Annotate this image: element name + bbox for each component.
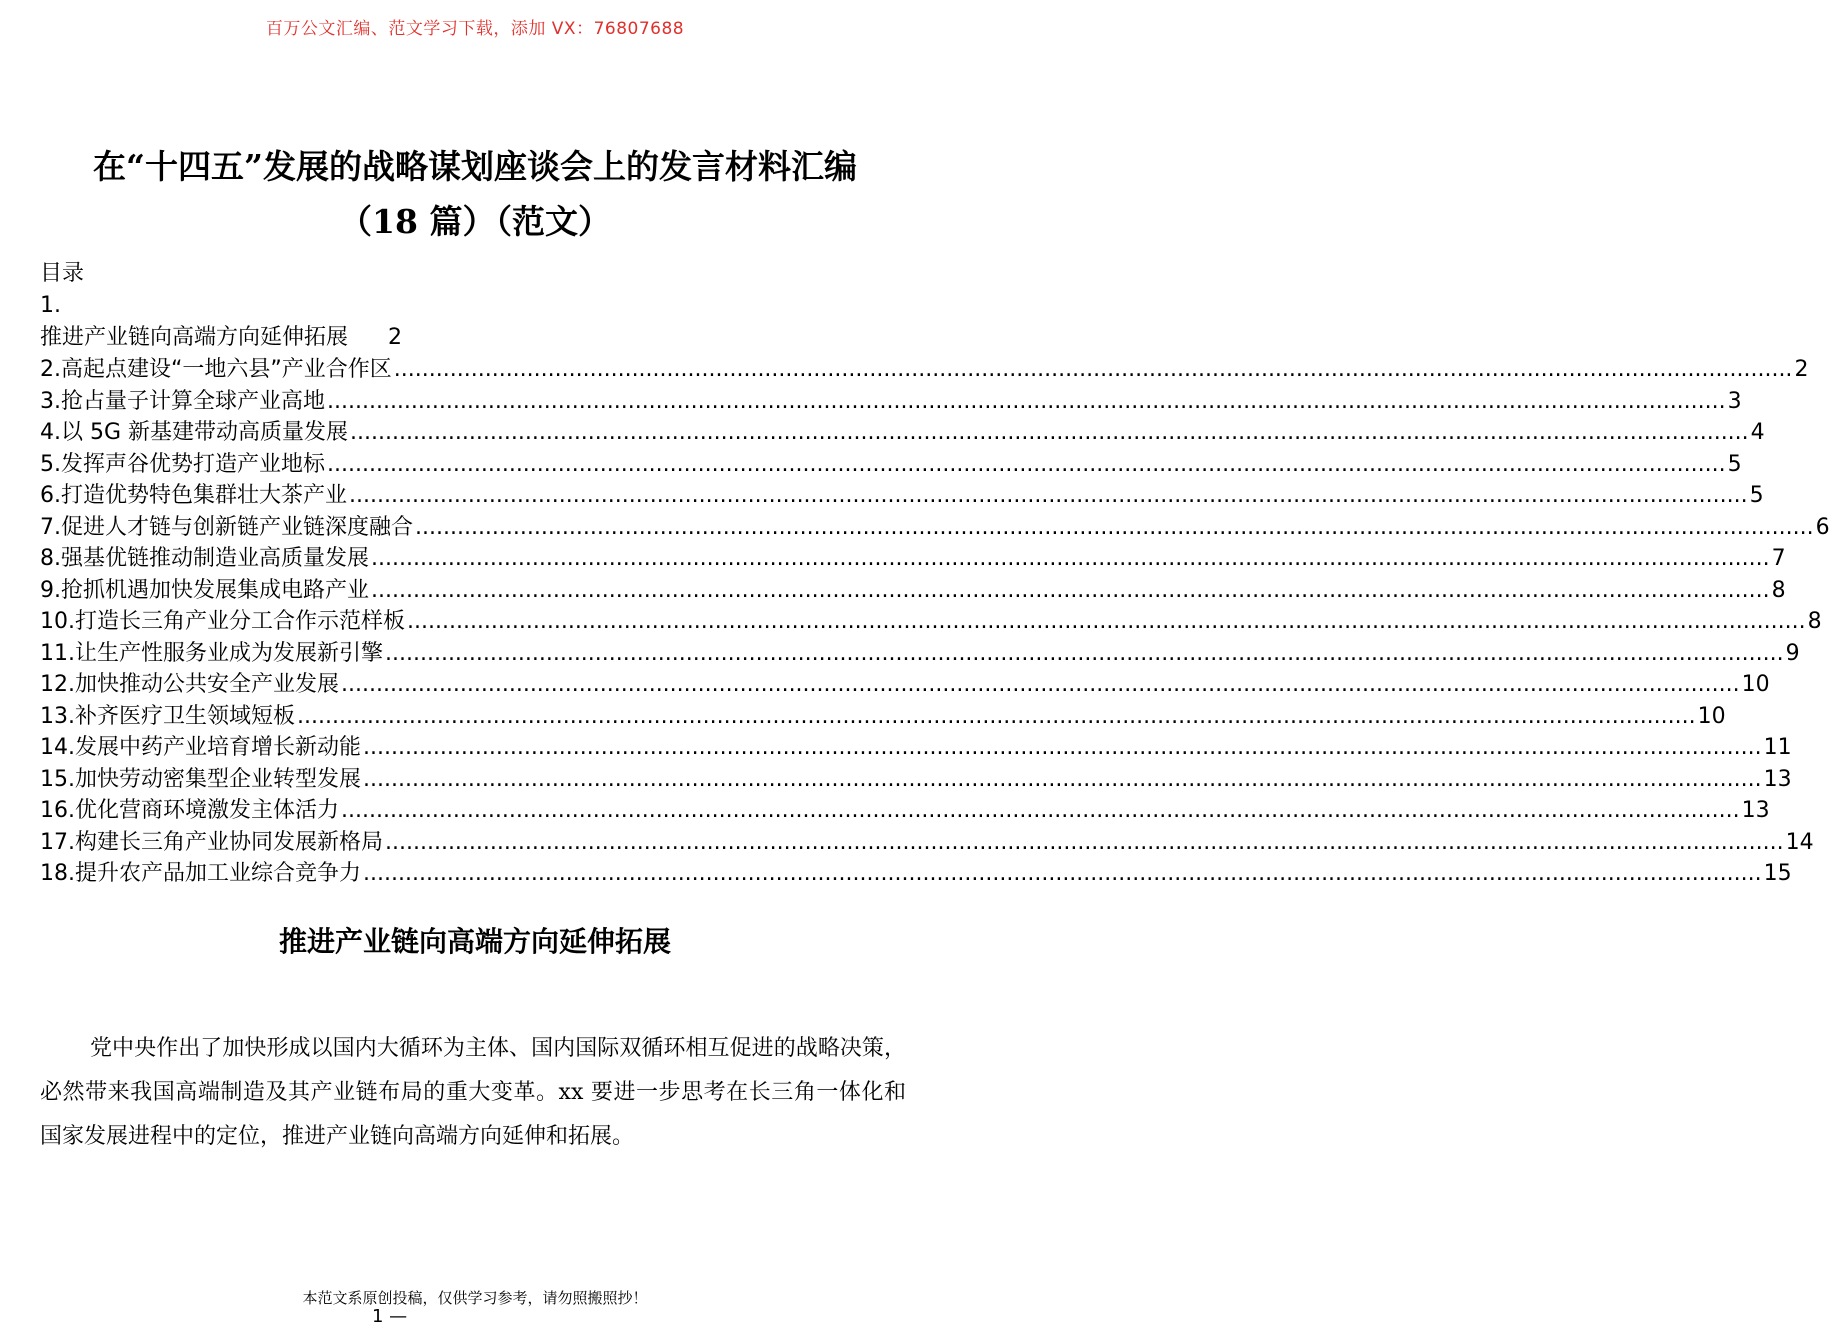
- document-title-line-1: 在“十四五”发展的战略谋划座谈会上的发言材料汇编: [93, 147, 857, 186]
- toc-entry-list: [40, 354, 1830, 890]
- toc-entry-page: 3: [1727, 388, 1742, 414]
- toc-first-title: 推进产业链向高端方向延伸拓展: [40, 325, 349, 350]
- toc-entry[interactable]: [40, 732, 1792, 764]
- toc-first-entry[interactable]: [40, 322, 906, 354]
- toc-dot-leader: ........................................................................................................................................................................................................: [341, 672, 1740, 697]
- toc-entry[interactable]: [40, 827, 1814, 859]
- toc-entry[interactable]: [40, 417, 1765, 449]
- toc-entry-page: 8: [1807, 609, 1822, 634]
- toc-entry-label: 13.补齐医疗卫生领域短板: [40, 703, 295, 729]
- toc-dot-leader: ........................................................................................................................................................................................................: [363, 735, 1762, 760]
- toc-dot-leader: ........................................................................................................................................................................................................: [385, 640, 1784, 666]
- toc-dot-leader: ........................................................................................................................................................................................................: [341, 798, 1740, 823]
- toc-entry-page: 2: [1794, 357, 1809, 382]
- toc-entry-label: 9.抢抓机遇加快发展集成电路产业: [40, 577, 369, 603]
- toc-entry-label: 4.以 5G 新基建带动高质量发展: [40, 420, 349, 445]
- toc-entry-label: 12.加快推动公共安全产业发展: [40, 672, 339, 697]
- toc-dot-leader: ........................................................................................................................................................................................................: [385, 829, 1784, 855]
- body-paragraph: 党中央作出了加快形成以国内大循环为主体、国内国际双循环相互促进的战略决策，必然带来我国高端制造及其产业链布局的重大变革。xx 要进一步思考在长三角一体化和国家发展进程中的定位，推进产业链向高端方向延伸和拓展。: [40, 1036, 906, 1149]
- toc-first-number[interactable]: 1.: [40, 293, 61, 318]
- toc-dot-leader: ........................................................................................................................................................................................................: [327, 388, 1726, 414]
- toc-entry-label: 3.抢占量子计算全球产业高地: [40, 388, 325, 414]
- toc-entry[interactable]: [40, 606, 1822, 638]
- section-title: 推进产业链向高端方向延伸拓展: [278, 925, 671, 958]
- toc-first-page: 2: [388, 325, 403, 350]
- toc-entry-label: 7.促进人才链与创新链产业链深度融合: [40, 514, 413, 540]
- toc-dot-leader: ........................................................................................................................................................................................................: [349, 483, 1748, 508]
- toc-entry-label: 11.让生产性服务业成为发展新引擎: [40, 640, 383, 666]
- toc-entry[interactable]: [40, 512, 1830, 544]
- toc-dot-leader: ........................................................................................................................................................................................................: [371, 577, 1770, 603]
- toc-entry-page: 5: [1727, 451, 1742, 477]
- toc-entry-label: 14.发展中药产业培育增长新动能: [40, 735, 361, 760]
- toc-entry[interactable]: [40, 543, 1786, 575]
- document-title-line-2: （18 篇）（范文）: [339, 202, 611, 241]
- toc-entry-label: 6.打造优势特色集群壮大茶产业: [40, 483, 347, 508]
- toc-entry-label: 17.构建长三角产业协同发展新格局: [40, 829, 383, 855]
- footer-note: 本范文系原创投稿，仅供学习参考，请勿照搬照抄！: [302, 1289, 648, 1307]
- toc-entry-page: 10: [1697, 703, 1726, 729]
- toc-entry[interactable]: [40, 764, 1792, 796]
- toc-entry-label: 15.加快劳动密集型企业转型发展: [40, 766, 361, 792]
- toc-entry[interactable]: [40, 354, 1809, 386]
- toc-entry-page: 14: [1785, 829, 1814, 855]
- toc-entry[interactable]: [40, 575, 1786, 607]
- toc-entry-page: 13: [1741, 798, 1770, 823]
- toc-entry[interactable]: [40, 480, 1764, 512]
- toc-dot-leader: ........................................................................................................................................................................................................: [407, 609, 1806, 634]
- toc-dot-leader: ........................................................................................................................................................................................................: [350, 420, 1749, 445]
- toc-entry-label: 18.提升农产品加工业综合竞争力: [40, 861, 361, 886]
- toc-dot-leader: ........................................................................................................................................................................................................: [327, 451, 1726, 477]
- toc-entry-page: 4: [1750, 420, 1765, 445]
- toc-entry-page: 7: [1771, 546, 1786, 571]
- toc-entry-page: 9: [1785, 640, 1800, 666]
- toc-entry[interactable]: [40, 701, 1726, 733]
- toc-dot-leader: ........................................................................................................................................................................................................: [415, 514, 1814, 540]
- toc-dot-leader: ........................................................................................................................................................................................................: [393, 357, 1793, 382]
- toc-entry[interactable]: [40, 795, 1770, 827]
- toc-entry[interactable]: [40, 858, 1792, 890]
- toc-entry-label: 2.高起点建设“一地六县”产业合作区: [40, 357, 392, 382]
- toc-dot-leader: ........................................................................................................................................................................................................: [297, 703, 1696, 729]
- toc-entry[interactable]: [40, 449, 1742, 481]
- toc-heading: 目录: [40, 261, 85, 286]
- toc-entry[interactable]: [40, 669, 1770, 701]
- toc-dot-leader: ........................................................................................................................................................................................................: [371, 546, 1770, 571]
- toc-dot-leader: ........................................................................................................................................................................................................: [363, 861, 1762, 886]
- toc-entry-label: 8.强基优链推动制造业高质量发展: [40, 546, 369, 571]
- toc-entry-page: 8: [1771, 577, 1786, 603]
- toc-entry-page: 11: [1763, 735, 1792, 760]
- toc-entry-label: 10.打造长三角产业分工合作示范样板: [40, 609, 405, 634]
- toc-entry[interactable]: [40, 638, 1800, 670]
- toc-entry-page: 15: [1763, 861, 1792, 886]
- download-banner: 百万公文汇编、范文学习下载，添加 VX：76807688: [265, 19, 685, 39]
- toc-entry-page: 6: [1815, 514, 1830, 540]
- page-number: 1 —: [372, 1306, 408, 1327]
- toc-entry-page: 13: [1763, 766, 1792, 792]
- toc-entry-page: 10: [1741, 672, 1770, 697]
- toc-dot-leader: ........................................................................................................................................................................................................: [363, 766, 1762, 792]
- table-of-contents: [40, 258, 1830, 890]
- toc-entry-label: 16.优化营商环境激发主体活力: [40, 798, 339, 823]
- toc-entry-page: 5: [1749, 483, 1764, 508]
- toc-entry-label: 5.发挥声谷优势打造产业地标: [40, 451, 325, 477]
- toc-entry[interactable]: [40, 386, 1742, 418]
